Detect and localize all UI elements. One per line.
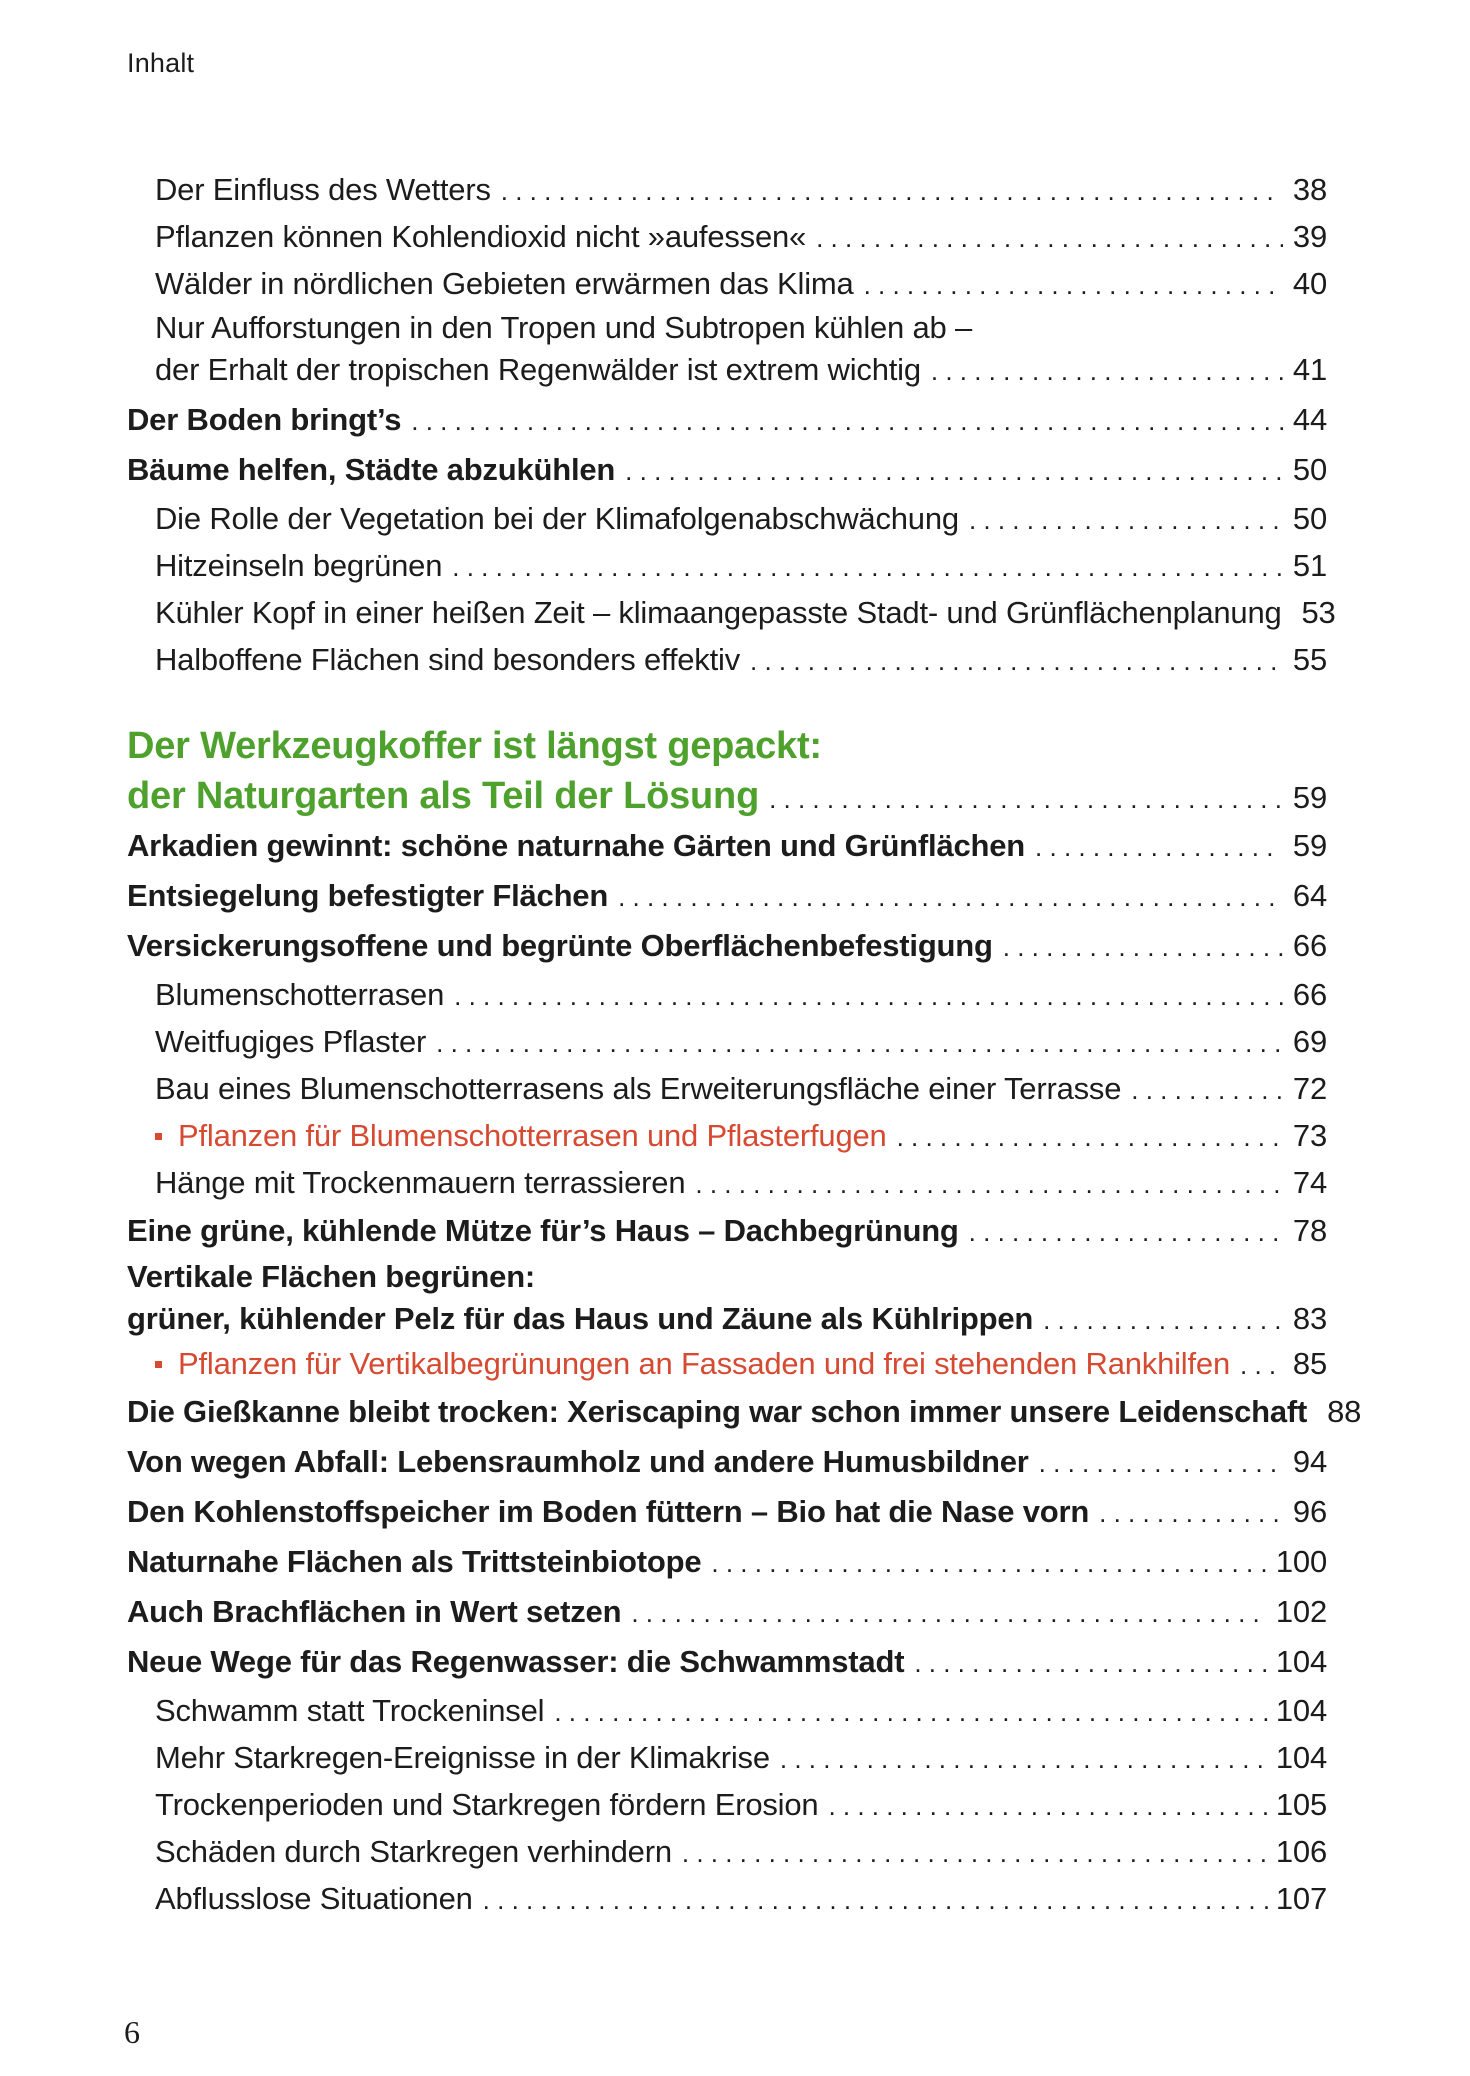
toc-section-title: Von wegen Abfall: Lebensraumholz und andere Humusbildner	[127, 1444, 1029, 1479]
dot-leader	[1039, 1438, 1283, 1488]
toc-entry-title: Hänge mit Trockenmauern terrassieren	[155, 1165, 686, 1200]
toc-page-number: 64	[1292, 878, 1327, 913]
dot-leader	[1131, 1067, 1283, 1114]
toc-entry[interactable]	[127, 1018, 1327, 1065]
toc-section-title: Entsiegelung befestigter Flächen	[127, 878, 609, 913]
toc-page-number: 78	[1292, 1213, 1327, 1248]
toc-entry[interactable]	[127, 166, 1327, 213]
toc-section[interactable]	[127, 1487, 1327, 1537]
toc-page-number: 41	[1292, 352, 1327, 387]
toc-entry-title: Bau eines Blumenschotterrasens als Erweiterungsfläche einer Terrasse	[155, 1071, 1122, 1106]
table-of-contents	[127, 166, 1362, 1922]
toc-page-number: 40	[1292, 266, 1327, 301]
toc-page-number: 96	[1292, 1494, 1327, 1529]
toc-entry-title: Schäden durch Starkregen verhindern	[155, 1834, 672, 1869]
toc-entry[interactable]	[127, 1734, 1327, 1781]
toc-chapter[interactable]	[127, 771, 1327, 821]
toc-section-title: Versickerungsoffene und begrünte Oberflächenbefestigung	[127, 928, 993, 963]
dot-leader	[828, 1783, 1267, 1830]
dot-leader	[436, 1020, 1283, 1067]
toc-page-number: 66	[1292, 977, 1327, 1012]
toc-entry-title: Pflanzen können Kohlendioxid nicht »aufessen«	[155, 219, 807, 254]
toc-page-number: 53	[1301, 595, 1336, 630]
toc-section[interactable]	[127, 1637, 1327, 1687]
toc-page-number: 72	[1292, 1071, 1327, 1106]
toc-section-title: Auch Brachflächen in Wert setzen	[127, 1594, 622, 1629]
dot-leader	[750, 638, 1283, 685]
toc-section[interactable]	[127, 1537, 1327, 1587]
toc-entry-title: der Erhalt der tropischen Regenwälder ist extrem wichtig	[155, 352, 921, 387]
page-number: 6	[124, 2014, 140, 2050]
toc-entry-title: Abflusslose Situationen	[155, 1881, 473, 1916]
toc-page-number: 51	[1292, 548, 1327, 583]
dot-leader	[969, 1207, 1283, 1257]
toc-page-number: 50	[1292, 501, 1327, 536]
dot-leader	[631, 1588, 1268, 1638]
dot-leader	[411, 396, 1283, 446]
toc-page-number: 74	[1292, 1165, 1327, 1200]
toc-section-title: Den Kohlenstoffspeicher im Boden füttern – Bio hat die Nase vorn	[127, 1494, 1090, 1529]
toc-box-title: Pflanzen für Blumenschotterrasen und Pflasterfugen	[178, 1118, 887, 1153]
dot-leader	[914, 1638, 1268, 1688]
toc-entry[interactable]	[127, 1065, 1327, 1112]
toc-section-title: Neue Wege für das Regenwasser: die Schwammstadt	[127, 1644, 905, 1679]
toc-entry-title: Der Einfluss des Wetters	[155, 172, 491, 207]
toc-entry[interactable]	[127, 971, 1327, 1018]
toc-entry[interactable]	[127, 1828, 1327, 1875]
toc-box-entry[interactable]	[127, 1340, 1327, 1387]
toc-section[interactable]	[127, 821, 1327, 871]
toc-page-number: 106	[1275, 1834, 1327, 1869]
toc-section-line1[interactable]	[127, 1256, 1327, 1298]
dot-leader	[554, 1689, 1268, 1736]
toc-box-title: Pflanzen für Vertikalbegrünungen an Fassaden und frei stehenden Rankhilfen	[178, 1346, 1230, 1381]
dot-leader	[618, 872, 1283, 922]
dot-leader	[769, 774, 1283, 824]
toc-section-title: Vertikale Flächen begrünen:	[127, 1259, 536, 1294]
dot-leader	[931, 350, 1283, 392]
dot-leader	[682, 1830, 1268, 1877]
toc-section[interactable]	[127, 871, 1327, 921]
toc-entry-title: Nur Aufforstungen in den Tropen und Subtropen kühlen ab –	[155, 310, 973, 345]
toc-page-number: 50	[1292, 452, 1327, 487]
toc-section-title: Der Boden bringt’s	[127, 402, 402, 437]
toc-section-title: Bäume helfen, Städte abzukühlen	[127, 452, 616, 487]
toc-entry[interactable]	[127, 1687, 1327, 1734]
toc-page-number: 104	[1275, 1693, 1327, 1728]
toc-entry-title: Mehr Starkregen-Ereignisse in der Klimakrise	[155, 1740, 770, 1775]
dot-leader	[625, 446, 1283, 496]
toc-entry[interactable]	[127, 589, 1336, 636]
toc-page-number: 59	[1292, 828, 1327, 863]
toc-page-number: 59	[1292, 780, 1327, 815]
dot-leader	[1240, 1342, 1283, 1389]
dot-leader	[1003, 922, 1283, 972]
toc-page-number: 105	[1275, 1787, 1327, 1822]
toc-entry[interactable]	[127, 636, 1327, 683]
toc-section[interactable]	[127, 445, 1327, 495]
toc-section-title: Die Gießkanne bleibt trocken: Xeriscaping war schon immer unsere Leidenschaft	[127, 1394, 1308, 1429]
toc-page-number: 39	[1292, 219, 1327, 254]
toc-entry-title: Hitzeinseln begrünen	[155, 548, 443, 583]
dot-leader	[1043, 1299, 1283, 1341]
toc-section-title: grüner, kühlender Pelz für das Haus und Zäune als Kühlrippen	[127, 1301, 1034, 1336]
toc-page-number: 73	[1292, 1118, 1327, 1153]
dot-leader	[816, 215, 1283, 262]
toc-section[interactable]	[127, 1437, 1327, 1487]
dot-leader	[501, 168, 1283, 215]
toc-page-number: 107	[1275, 1881, 1327, 1916]
toc-entry[interactable]	[127, 495, 1327, 542]
toc-entry-line1[interactable]	[127, 307, 1327, 349]
toc-page-number: 83	[1292, 1301, 1327, 1336]
toc-chapter-line1[interactable]	[127, 721, 1327, 771]
toc-page-number: 85	[1292, 1346, 1327, 1381]
dot-leader	[452, 544, 1283, 591]
toc-section[interactable]	[127, 1387, 1362, 1437]
dot-leader	[711, 1538, 1267, 1588]
toc-entry[interactable]	[127, 542, 1327, 589]
toc-section-title: Naturnahe Flächen als Trittsteinbiotope	[127, 1544, 702, 1579]
toc-entry-title: Die Rolle der Vegetation bei der Klimafolgenabschwächung	[155, 501, 959, 536]
toc-page-number: 44	[1292, 402, 1327, 437]
toc-page-number: 94	[1292, 1444, 1327, 1479]
toc-entry-title: Halboffene Flächen sind besonders effektiv	[155, 642, 741, 677]
square-bullet-icon	[155, 1361, 162, 1368]
toc-entry[interactable]	[127, 1781, 1327, 1828]
toc-entry-title: Blumenschotterrasen	[155, 977, 445, 1012]
toc-page-number: 66	[1292, 928, 1327, 963]
toc-page-number: 102	[1275, 1594, 1327, 1629]
toc-entry-title: Trockenperioden und Starkregen fördern Erosion	[155, 1787, 819, 1822]
toc-page-number: 38	[1292, 172, 1327, 207]
dot-leader	[695, 1161, 1283, 1208]
square-bullet-icon	[155, 1133, 162, 1140]
dot-leader	[897, 1114, 1283, 1161]
toc-entry[interactable]	[127, 260, 1327, 307]
toc-page-number: 104	[1275, 1644, 1327, 1679]
toc-section[interactable]	[127, 395, 1327, 445]
toc-chapter-title: Der Werkzeugkoffer ist längst gepackt:	[127, 725, 822, 767]
toc-entry-title: Kühler Kopf in einer heißen Zeit – klimaangepasste Stadt- und Grünflächenplanung	[155, 595, 1282, 630]
toc-chapter-title: der Naturgarten als Teil der Lösung	[127, 775, 760, 817]
toc-entry[interactable]	[127, 1875, 1327, 1922]
page-header: Inhalt	[127, 48, 195, 78]
dot-leader	[454, 973, 1283, 1020]
toc-entry[interactable]	[127, 213, 1327, 260]
toc-section[interactable]	[127, 1206, 1327, 1256]
toc-section-title: Arkadien gewinnt: schöne naturnahe Gärten und Grünflächen	[127, 828, 1026, 863]
toc-entry[interactable]	[127, 1159, 1327, 1206]
toc-entry-title: Schwamm statt Trockeninsel	[155, 1693, 545, 1728]
toc-page-number: 100	[1275, 1544, 1327, 1579]
dot-leader	[969, 497, 1283, 544]
toc-entry-title: Weitfugiges Pflaster	[155, 1024, 427, 1059]
toc-page-number: 88	[1327, 1394, 1362, 1429]
toc-section[interactable]	[127, 921, 1327, 971]
dot-leader	[483, 1877, 1268, 1924]
toc-entry[interactable]	[127, 349, 1327, 391]
toc-page-number: 104	[1275, 1740, 1327, 1775]
toc-box-entry[interactable]	[127, 1112, 1327, 1159]
toc-section-title: Eine grüne, kühlende Mütze für’s Haus – Dachbegrünung	[127, 1213, 959, 1248]
toc-section[interactable]	[127, 1587, 1327, 1637]
dot-leader	[1099, 1488, 1283, 1538]
toc-page-number: 55	[1292, 642, 1327, 677]
dot-leader	[780, 1736, 1268, 1783]
toc-section[interactable]	[127, 1298, 1327, 1340]
dot-leader	[1035, 822, 1283, 872]
dot-leader	[864, 262, 1283, 309]
toc-page-number: 69	[1292, 1024, 1327, 1059]
toc-entry-title: Wälder in nördlichen Gebieten erwärmen das Klima	[155, 266, 854, 301]
